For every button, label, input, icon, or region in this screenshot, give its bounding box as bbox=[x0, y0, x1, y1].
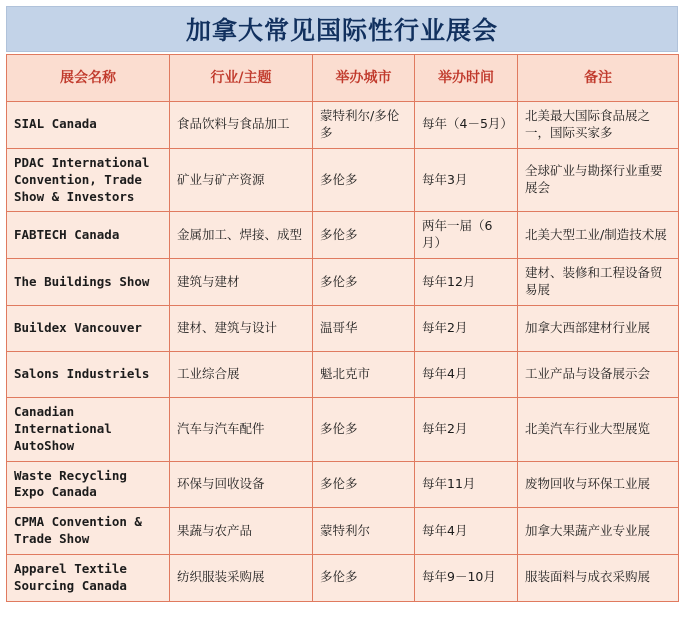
cell-name: Salons Industriels bbox=[7, 351, 170, 397]
cell-city: 多伦多 bbox=[313, 397, 415, 461]
cell-name: Buildex Vancouver bbox=[7, 305, 170, 351]
cell-name: SIAL Canada bbox=[7, 102, 170, 149]
column-header-city: 举办城市 bbox=[313, 55, 415, 102]
exhibitions-table bbox=[6, 54, 679, 602]
cell-topic: 环保与回收设备 bbox=[170, 461, 313, 508]
cell-note: 加拿大果蔬产业专业展 bbox=[518, 508, 679, 555]
cell-note: 建材、装修和工程设备贸易展 bbox=[518, 259, 679, 306]
table-row bbox=[7, 305, 679, 351]
cell-note: 北美汽车行业大型展览 bbox=[518, 397, 679, 461]
cell-time: 每年11月 bbox=[415, 461, 518, 508]
cell-note: 全球矿业与勘探行业重要展会 bbox=[518, 148, 679, 212]
table-row bbox=[7, 102, 679, 149]
cell-note: 加拿大西部建材行业展 bbox=[518, 305, 679, 351]
cell-note: 服装面料与成衣采购展 bbox=[518, 555, 679, 602]
cell-topic: 纺织服装采购展 bbox=[170, 555, 313, 602]
cell-time: 两年一届（6月） bbox=[415, 212, 518, 259]
table-header-row bbox=[7, 55, 679, 102]
table-row bbox=[7, 259, 679, 306]
cell-topic: 汽车与汽车配件 bbox=[170, 397, 313, 461]
table-row bbox=[7, 212, 679, 259]
page-title: 加拿大常见国际性行业展会 bbox=[185, 16, 498, 45]
cell-note: 工业产品与设备展示会 bbox=[518, 351, 679, 397]
cell-city: 多伦多 bbox=[313, 555, 415, 602]
column-header-name: 展会名称 bbox=[7, 55, 170, 102]
cell-time: 每年2月 bbox=[415, 397, 518, 461]
cell-name: Waste Recycling Expo Canada bbox=[7, 461, 170, 508]
document-title-bar bbox=[6, 6, 678, 52]
cell-name: FABTECH Canada bbox=[7, 212, 170, 259]
cell-topic: 工业综合展 bbox=[170, 351, 313, 397]
cell-city: 多伦多 bbox=[313, 212, 415, 259]
cell-topic: 食品饮料与食品加工 bbox=[170, 102, 313, 149]
column-header-topic: 行业/主题 bbox=[170, 55, 313, 102]
cell-time: 每年3月 bbox=[415, 148, 518, 212]
cell-city: 温哥华 bbox=[313, 305, 415, 351]
cell-topic: 果蔬与农产品 bbox=[170, 508, 313, 555]
table-row bbox=[7, 508, 679, 555]
cell-time: 每年12月 bbox=[415, 259, 518, 306]
cell-name: PDAC International Convention, Trade Show & Investors bbox=[7, 148, 170, 212]
cell-city: 多伦多 bbox=[313, 259, 415, 306]
cell-topic: 矿业与矿产资源 bbox=[170, 148, 313, 212]
cell-note: 废物回收与环保工业展 bbox=[518, 461, 679, 508]
cell-name: Apparel Textile Sourcing Canada bbox=[7, 555, 170, 602]
cell-city: 多伦多 bbox=[313, 461, 415, 508]
cell-name: Canadian International AutoShow bbox=[7, 397, 170, 461]
cell-topic: 金属加工、焊接、成型 bbox=[170, 212, 313, 259]
cell-time: 每年4月 bbox=[415, 351, 518, 397]
table-body bbox=[7, 102, 679, 602]
cell-topic: 建材、建筑与设计 bbox=[170, 305, 313, 351]
cell-city: 蒙特利尔/多伦多 bbox=[313, 102, 415, 149]
table-header bbox=[7, 55, 679, 102]
table-row bbox=[7, 351, 679, 397]
table-row bbox=[7, 555, 679, 602]
cell-time: 每年（4－5月） bbox=[415, 102, 518, 149]
cell-note: 北美大型工业/制造技术展 bbox=[518, 212, 679, 259]
table-row bbox=[7, 397, 679, 461]
cell-time: 每年2月 bbox=[415, 305, 518, 351]
cell-note: 北美最大国际食品展之一，国际买家多 bbox=[518, 102, 679, 149]
cell-name: The Buildings Show bbox=[7, 259, 170, 306]
table-row bbox=[7, 148, 679, 212]
column-header-note: 备注 bbox=[518, 55, 679, 102]
table-row bbox=[7, 461, 679, 508]
cell-time: 每年9－10月 bbox=[415, 555, 518, 602]
cell-city: 多伦多 bbox=[313, 148, 415, 212]
column-header-time: 举办时间 bbox=[415, 55, 518, 102]
cell-time: 每年4月 bbox=[415, 508, 518, 555]
cell-city: 魁北克市 bbox=[313, 351, 415, 397]
cell-topic: 建筑与建材 bbox=[170, 259, 313, 306]
cell-city: 蒙特利尔 bbox=[313, 508, 415, 555]
cell-name: CPMA Convention & Trade Show bbox=[7, 508, 170, 555]
